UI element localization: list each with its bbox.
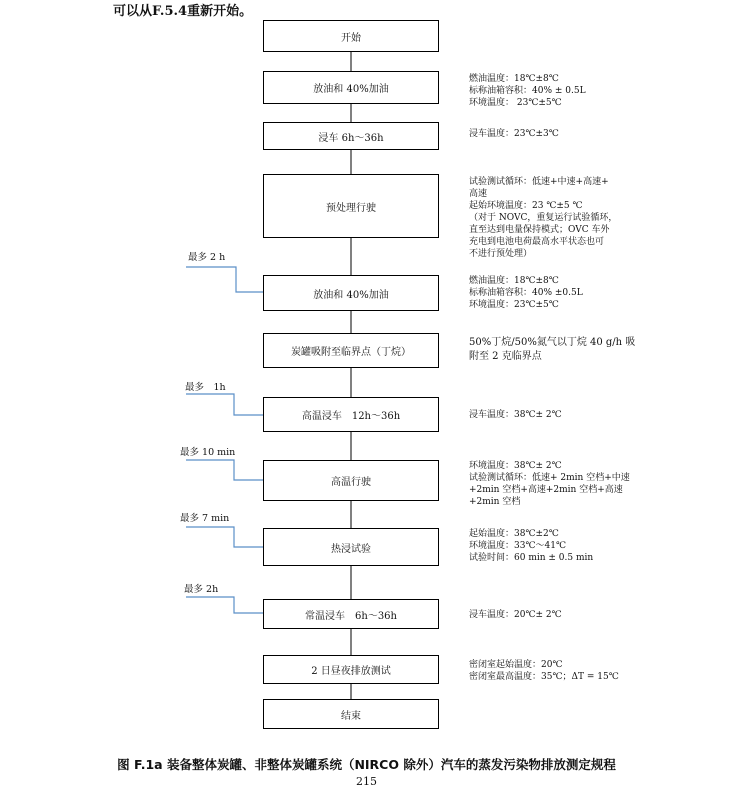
step-start: 开始 bbox=[263, 20, 439, 52]
step-high-temp-soak: 高温浸车 12h～36h bbox=[263, 397, 439, 432]
intro-text: 可以从F.5.4重新开始。 bbox=[113, 4, 253, 19]
step-end: 结束 bbox=[263, 699, 439, 729]
step-canister-loading: 炭罐吸附至临界点（丁烷） bbox=[263, 333, 439, 368]
step-preconditioning-drive: 预处理行驶 bbox=[263, 174, 439, 238]
time-limit-bracket bbox=[186, 527, 263, 547]
time-limit-label: 最多 2h bbox=[184, 584, 219, 595]
note-diurnal-test: 密闭室起始温度：20℃ 密闭室最高温度：35℃；ΔT = 15℃ bbox=[469, 660, 619, 682]
time-limit-label: 最多 1h bbox=[185, 382, 226, 393]
note-ambient-soak: 浸车温度：20℃± 2℃ bbox=[469, 610, 562, 620]
time-limit-label: 最多 10 min bbox=[180, 447, 236, 458]
time-limit-label: 最多 2 h bbox=[188, 252, 226, 263]
step-high-temp-drive: 高温行驶 bbox=[263, 460, 439, 501]
note-canister-loading: 50%丁烷/50%氮气以丁烷 40 g/h 吸 附至 2 克临界点 bbox=[469, 337, 636, 362]
note-drain-refuel-2: 燃油温度：18℃±8℃ 标称油箱容积：40% ±0.5L 环境温度：23℃±5℃ bbox=[469, 276, 583, 310]
time-limit-bracket bbox=[186, 597, 263, 613]
note-high-temp-soak: 浸车温度：38℃± 2℃ bbox=[469, 410, 562, 420]
time-limit-bracket bbox=[186, 267, 263, 292]
step-soak-6-36h: 浸车 6h～36h bbox=[263, 122, 439, 150]
step-diurnal-test: 2 日昼夜排放测试 bbox=[263, 655, 439, 684]
time-limit-bracket bbox=[186, 460, 263, 480]
note-drain-refuel-1: 燃油温度：18℃±8℃ 标称油箱容积：40% ± 0.5L 环境温度： 23℃±5℃ bbox=[469, 74, 586, 108]
note-soak: 浸车温度：23℃±3℃ bbox=[469, 129, 559, 139]
figure-caption: 图 F.1a 装备整体炭罐、非整体炭罐系统（NIRCO 除外）汽车的蒸发污染物排放测定规程 bbox=[117, 757, 616, 772]
time-limit-label: 最多 7 min bbox=[180, 513, 230, 524]
step-hot-soak-test: 热浸试验 bbox=[263, 528, 439, 566]
time-limit-bracket bbox=[186, 394, 263, 415]
note-high-temp-drive: 环境温度：38℃± 2℃ 试验测试循环：低速+ 2min 空档+中速 +2min 空档+高速+2min 空档+高速 +2min 空档 bbox=[469, 461, 630, 507]
note-hot-soak: 起始温度：38℃±2℃ 环境温度：33℃～41℃ 试验时间：60 min ± 0.5 min bbox=[469, 529, 594, 563]
step-drain-refuel-2: 放油和 40%加油 bbox=[263, 275, 439, 311]
step-ambient-soak: 常温浸车 6h～36h bbox=[263, 599, 439, 629]
step-drain-refuel-1: 放油和 40%加油 bbox=[263, 71, 439, 104]
note-preconditioning: 试验测试循环：低速+中速+高速+ 高速 起始环境温度：23 ℃±5 ℃ （对于 NOVC，重复运行试验循环， 直至达到电量保持模式；OVC 车外 充电到电池电荷最高水平状态也可 不进行预处理） bbox=[469, 177, 618, 259]
page-number: 215 bbox=[356, 775, 377, 788]
